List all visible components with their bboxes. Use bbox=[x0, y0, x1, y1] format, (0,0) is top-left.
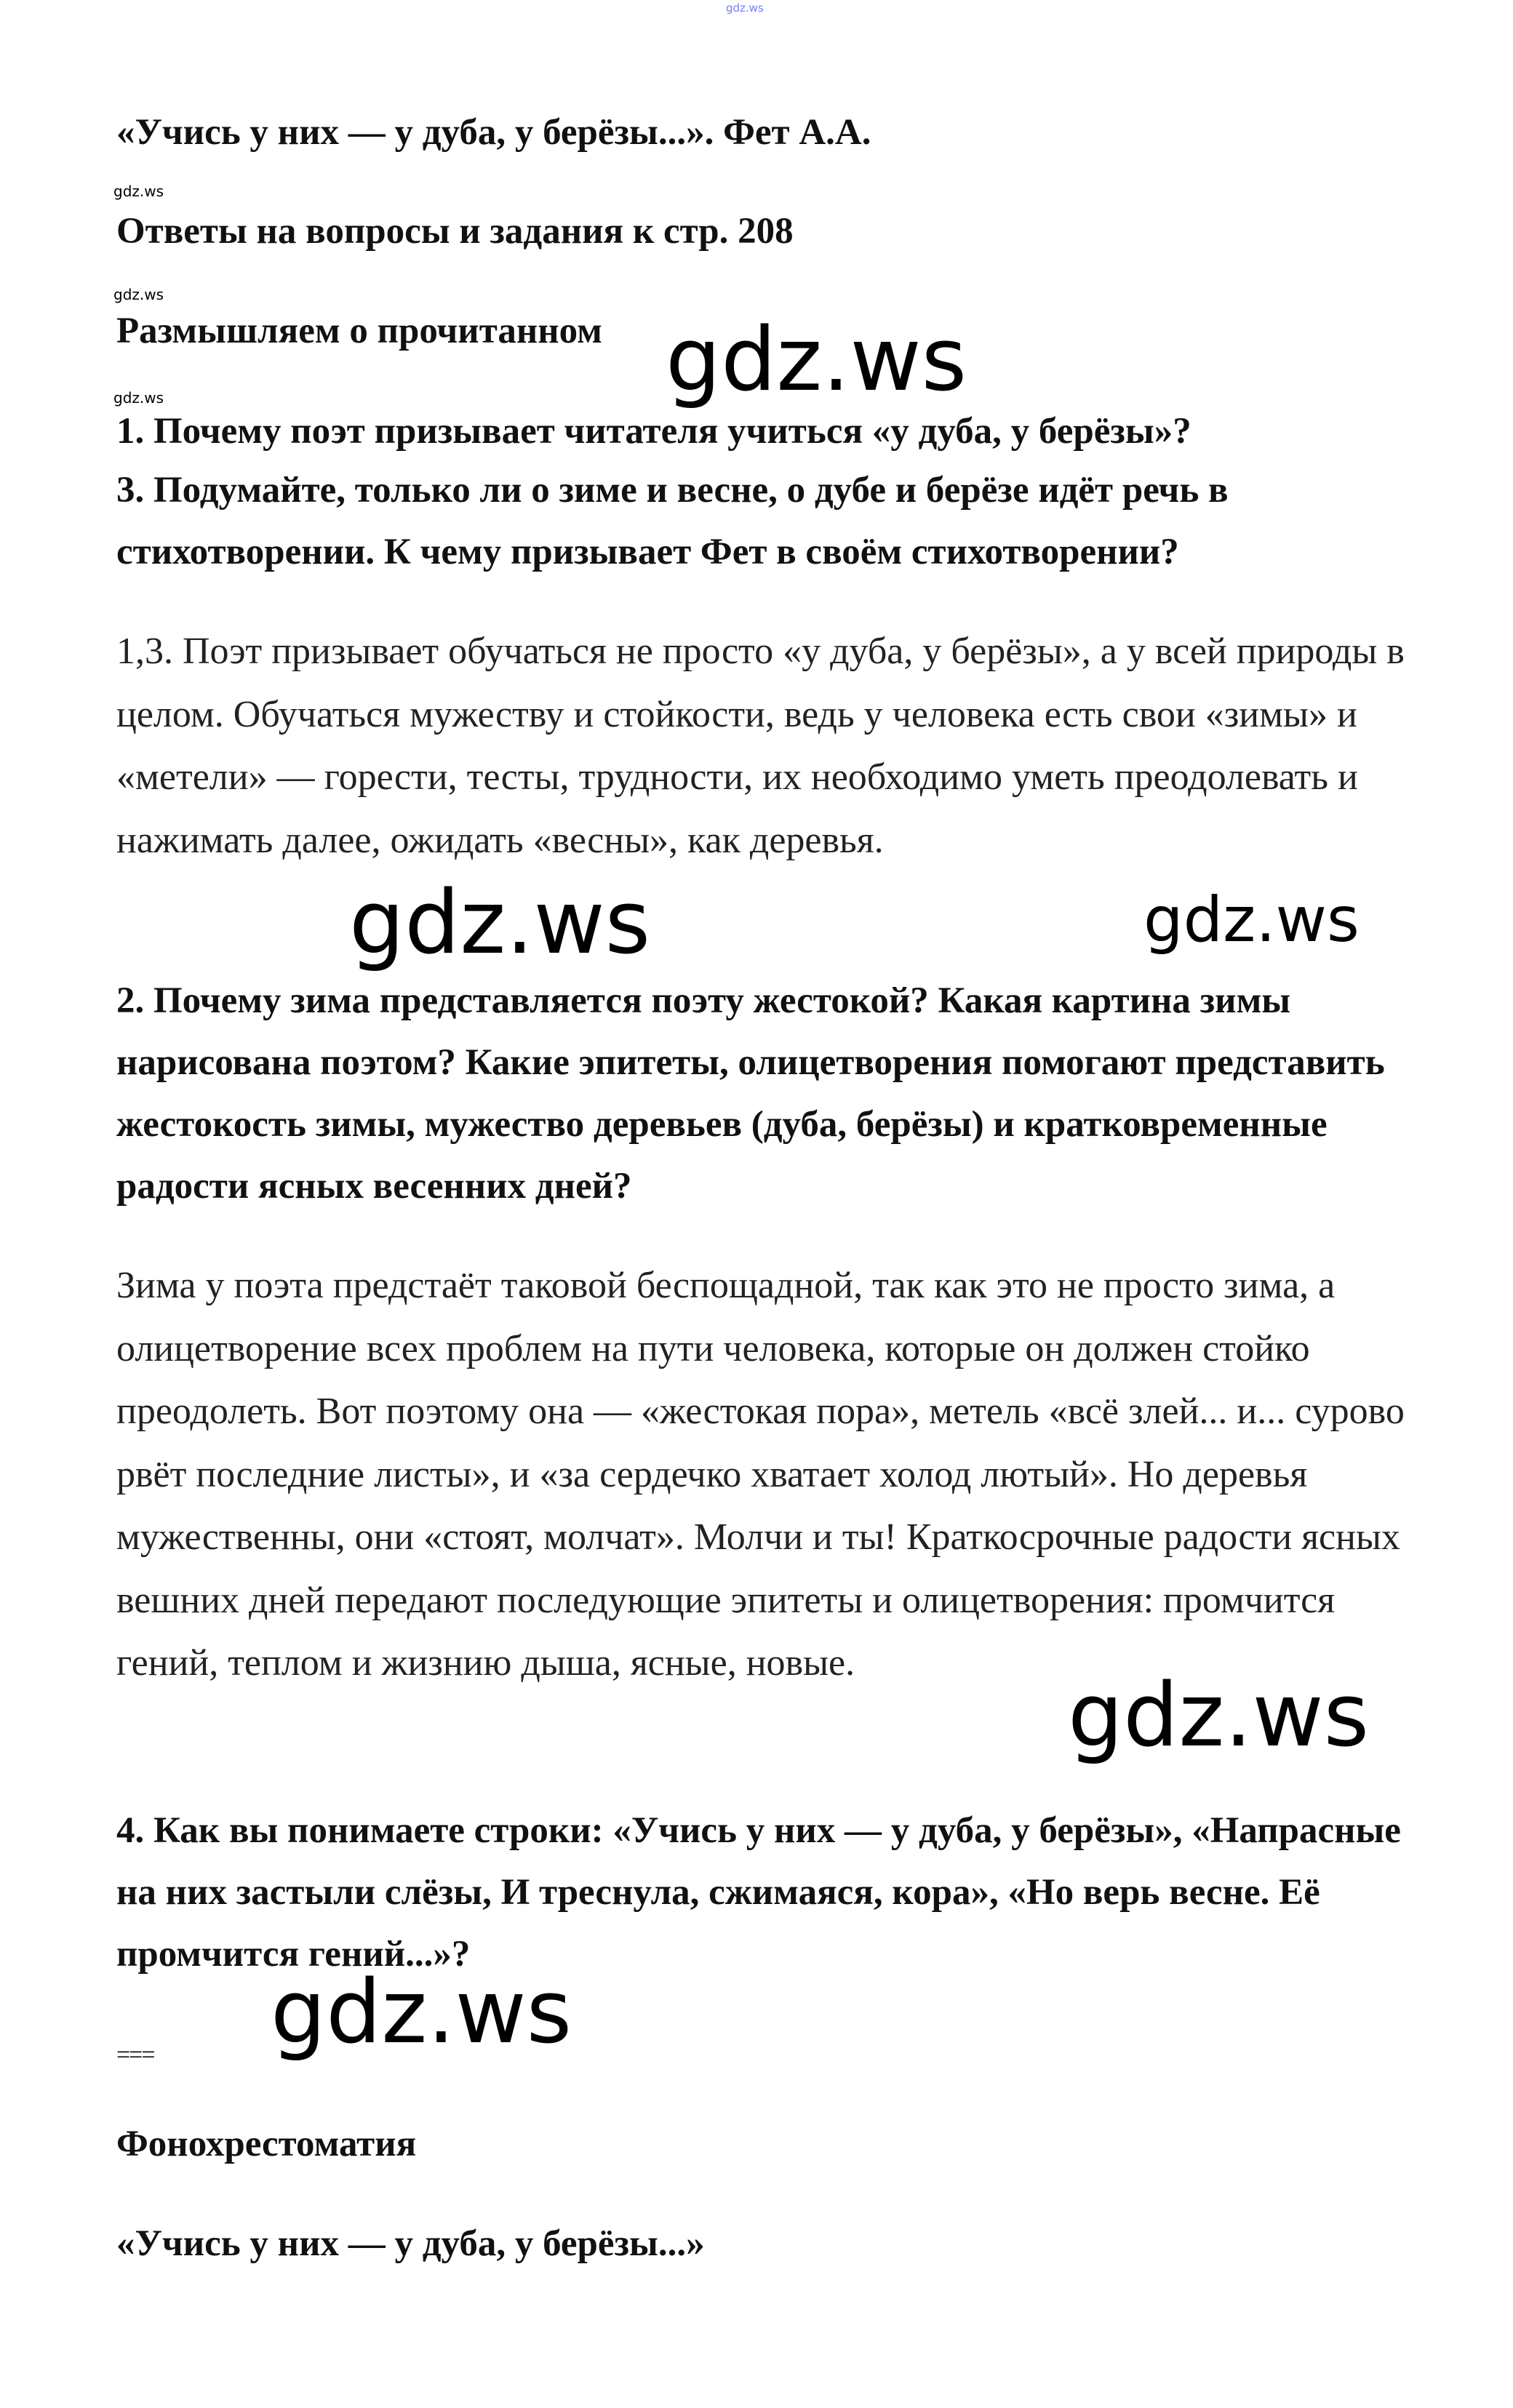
section-heading: Размышляем о прочитанном bbox=[116, 311, 602, 351]
page-title: «Учись у них — у дуба, у берёзы...». Фет А.А. bbox=[116, 112, 871, 153]
question-4: 4. Как вы понимаете строки: «Учись у них — у дуба, у берёзы», «Напрасные на них застыли слёзы, И треснула, сжимаяся, кора», «Но верь весне. Её промчится гений...»? bbox=[116, 1810, 1401, 1975]
watermark-logo: gdz.ws bbox=[1068, 1665, 1370, 1767]
small-watermark: gdz.ws bbox=[113, 389, 164, 407]
watermark-logo: gdz.ws bbox=[1143, 884, 1360, 956]
watermark-logo: gdz.ws bbox=[349, 873, 651, 974]
small-watermark: gdz.ws bbox=[113, 183, 164, 200]
top-watermark: gdz.ws bbox=[726, 1, 764, 15]
question-1: 1. Почему поэт призывает читателя учиться «у дуба, у берёзы»? bbox=[116, 411, 1191, 452]
answer-1-3: 1,3. Поэт призывает обучаться не просто «у дуба, у берёзы», а у всей природы в целом. Обучаться мужеству и стойкости, ведь у человека есть свои «зимы» и «метели» — горести, тесты, трудности, их необходимо уметь преодолевать и нажимать далее, ожидать «весны», как деревья. bbox=[116, 631, 1405, 861]
fono-item: «Учись у них — у дуба, у берёзы...» bbox=[116, 2223, 705, 2264]
question-2: 2. Почему зима представляется поэту жестокой? Какая картина зимы нарисована поэтом? Какие эпитеты, олицетворения помогают представить жестокость зимы, мужество деревьев (дуба, берёзы) и кратковременные радости ясных весенних дней? bbox=[116, 980, 1385, 1207]
fono-heading: Фонохрестоматия bbox=[116, 2124, 417, 2164]
watermark-logo: gdz.ws bbox=[271, 1962, 572, 2063]
question-3: 3. Подумайте, только ли о зиме и весне, о дубе и берёзе идёт речь в стихотворении. К чему призывает Фет в своём стихотворении? bbox=[116, 470, 1229, 572]
answer-2: Зима у поэта предстаёт таковой беспощадной, так как это не просто зима, а олицетворение всех проблем на пути человека, которые он должен стойко преодолеть. Вот поэтому она — «жестокая пора», метель «всё злей... и... сурово рвёт последние листы», и «за сердечко хватает холод лютый». Но деревья мужественны, они «стоят, молчат». Молчи и ты! Краткосрочные радости ясных вешних дней передают последующие эпитеты и олицетворения: промчится гений, теплом и жизнию дыша, ясные, новые. bbox=[116, 1265, 1405, 1684]
answers-subtitle: Ответы на вопросы и задания к стр. 208 bbox=[116, 211, 794, 252]
small-watermark: gdz.ws bbox=[113, 286, 164, 303]
separator: === bbox=[116, 2041, 154, 2068]
watermark-logo: gdz.ws bbox=[666, 310, 967, 411]
